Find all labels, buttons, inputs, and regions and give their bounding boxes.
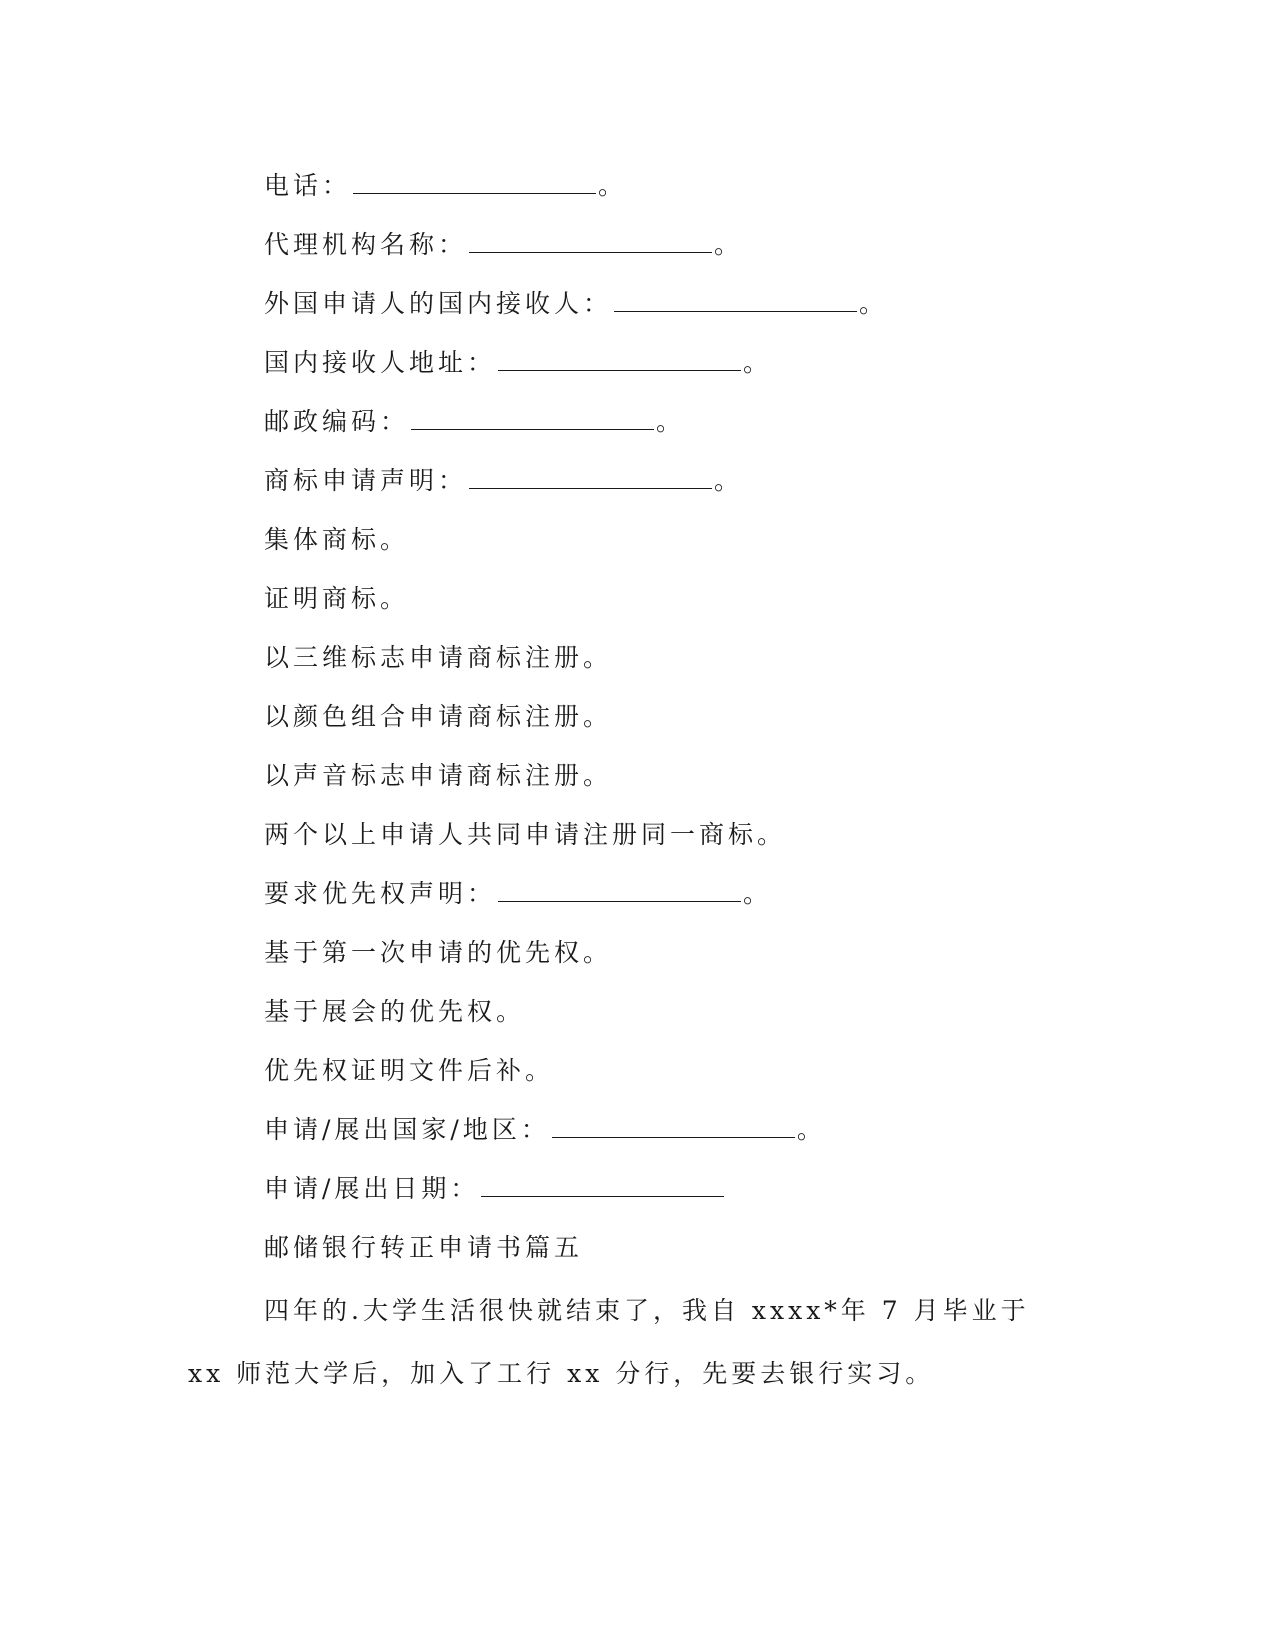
field-suffix: 。: [714, 466, 744, 495]
line-text: 以颜色组合申请商标注册。: [264, 702, 613, 731]
text-line: [188, 815, 1048, 874]
text-line: [188, 520, 1048, 579]
field-suffix: 。: [743, 879, 773, 908]
text-line: [188, 756, 1048, 815]
text-line: [188, 933, 1048, 992]
line-text: 基于第一次申请的优先权。: [264, 938, 613, 967]
field-label: 申请/展出日期：: [264, 1174, 480, 1203]
fill-in-blank: [411, 403, 654, 430]
field-suffix: 。: [714, 230, 744, 259]
field-line: [188, 1169, 1048, 1228]
line-text: 以声音标志申请商标注册。: [264, 761, 613, 790]
field-label: 电话：: [264, 171, 352, 200]
field-line: [188, 402, 1048, 461]
fill-in-blank: [614, 285, 857, 312]
line-text: 两个以上申请人共同申请注册同一商标。: [264, 820, 787, 849]
field-suffix: 。: [598, 171, 628, 200]
field-label: 商标申请声明：: [264, 466, 468, 495]
line-text: 集体商标。: [264, 525, 410, 554]
line-text: 证明商标。: [264, 584, 410, 613]
field-suffix: 。: [656, 407, 686, 436]
text-line: [188, 1051, 1048, 1110]
field-line: [188, 166, 1048, 225]
field-label: 邮政编码：: [264, 407, 410, 436]
field-suffix: 。: [796, 1115, 826, 1144]
fill-in-blank: [469, 462, 712, 489]
field-label: 申请/展出国家/地区：: [264, 1115, 550, 1144]
fill-in-blank: [481, 1170, 724, 1197]
field-line: [188, 343, 1048, 402]
fill-in-blank: [469, 226, 712, 253]
fill-in-blank: [353, 167, 596, 194]
line-text: 以三维标志申请商标注册。: [264, 643, 613, 672]
section-title-text: 邮储银行转正申请书篇五: [264, 1233, 584, 1262]
field-label: 要求优先权声明：: [264, 879, 497, 908]
field-suffix: 。: [743, 348, 773, 377]
fill-in-blank: [498, 875, 741, 902]
text-line: [188, 992, 1048, 1051]
field-label: 代理机构名称：: [264, 230, 468, 259]
line-text: 基于展会的优先权。: [264, 997, 526, 1026]
text-line: [188, 697, 1048, 756]
field-line: [188, 874, 1048, 933]
body-paragraph: 四年的.大学生活很快就结束了，我自 xxxx*年 7 月毕业于 xx 师范大学后，加入了工行 xx 分行，先要去银行实习。: [188, 1296, 1030, 1388]
document-content: [188, 166, 1048, 1405]
fill-in-blank: [552, 1111, 795, 1138]
field-label: 外国申请人的国内接收人：: [264, 289, 613, 318]
text-line: [188, 638, 1048, 697]
field-line: [188, 225, 1048, 284]
line-text: 优先权证明文件后补。: [264, 1056, 555, 1085]
field-label: 国内接收人地址：: [264, 348, 497, 377]
field-suffix: 。: [859, 289, 889, 318]
text-line: [188, 579, 1048, 638]
field-line: [188, 1110, 1048, 1169]
fill-in-blank: [498, 344, 741, 371]
field-line: [188, 284, 1048, 343]
field-line: [188, 461, 1048, 520]
